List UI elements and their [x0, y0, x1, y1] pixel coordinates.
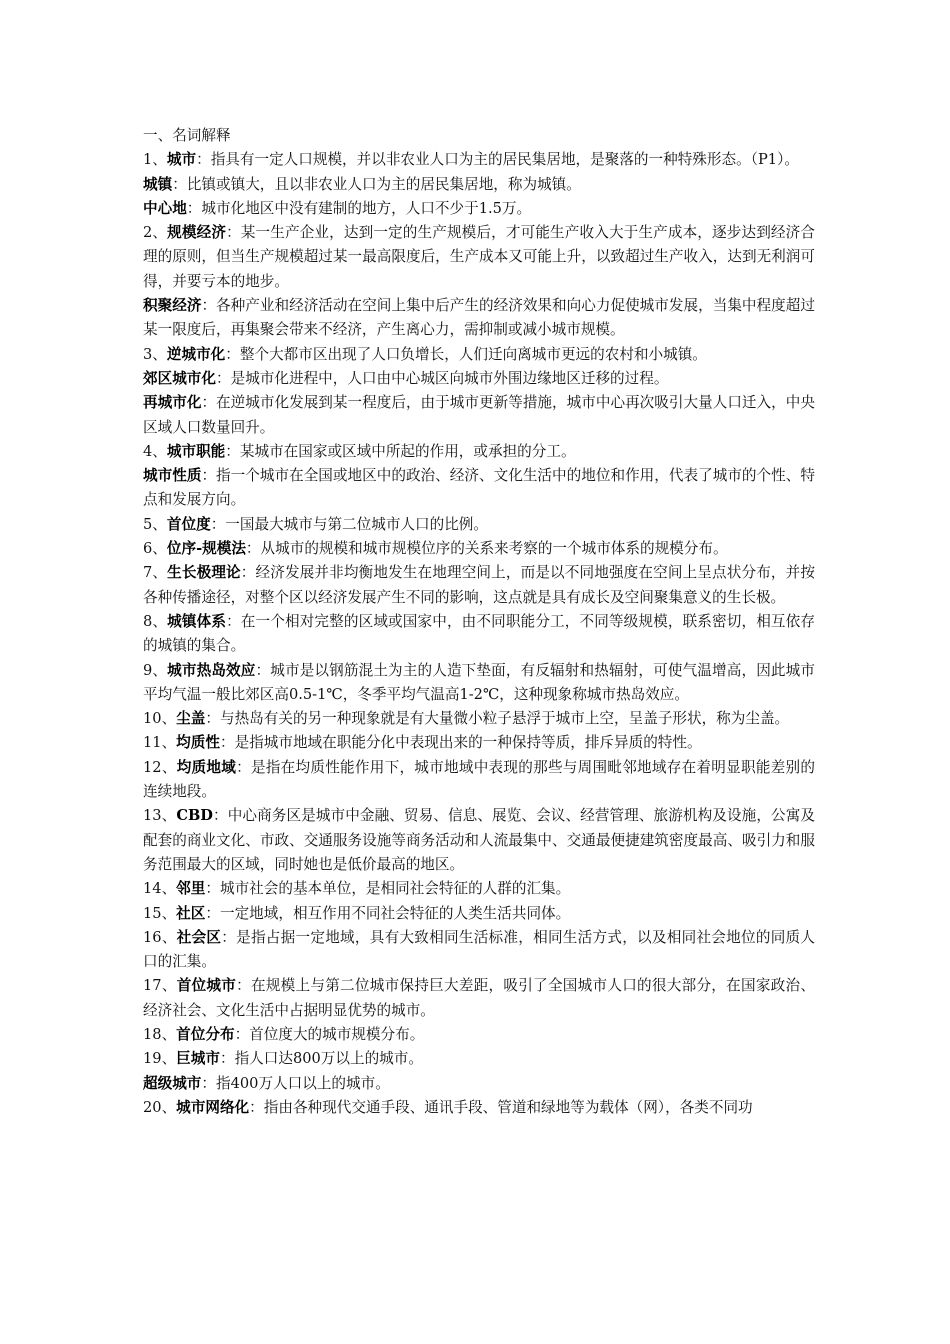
- definition-entry: [143, 1096, 815, 1120]
- entry-number: 6、: [143, 540, 167, 558]
- document-page: [143, 124, 815, 1120]
- entry-definition: 中心商务区是城市中金融、贸易、信息、展览、会议、经营管理、旅游机构及设施，公寓及配套的商业文化、市政、交通服务设施等商务活动和人流最集中、交通最便捷建筑密度最高、吸引力和服务范围最大的区域，同时她也是低价最高的地区。: [143, 807, 815, 873]
- entry-definition: 城市是以钢筋混土为主的人造下垫面，有反辐射和热辐射，可使气温增高，因此城市平均气温一般比郊区高0.5-1℃，冬季平均气温高1-2℃，这种现象称城市热岛效应。: [143, 661, 815, 703]
- entry-number: 20、: [143, 1098, 177, 1116]
- definition-entry: [143, 513, 815, 537]
- entry-separator: ：: [215, 369, 231, 387]
- entry-number: 4、: [143, 442, 167, 460]
- entry-separator: ：: [172, 175, 187, 193]
- entry-term: 中心地: [143, 199, 187, 217]
- entry-separator: ：: [219, 734, 235, 752]
- entry-term: 再城市化: [143, 394, 202, 412]
- definition-entry: [143, 561, 815, 610]
- entry-term: 郊区城市化: [143, 369, 216, 387]
- entry-definition: 指一个城市在全国或地区中的政治、经济、文化生活中的地位和作用，代表了城市的个性、特点和发展方向。: [143, 467, 815, 509]
- definition-entry: [143, 731, 815, 755]
- entry-definition: 城市化地区中没有建制的地方，人口不少于1.5万。: [201, 199, 532, 217]
- entry-term: 城市: [166, 151, 197, 169]
- entry-separator: ：: [245, 540, 261, 558]
- entry-separator: ：: [205, 880, 220, 898]
- entry-number: 12、: [143, 758, 177, 776]
- entry-definition: 是指城市地域在职能分化中表现出来的一种保持等质，排斥异质的特性。: [234, 734, 702, 752]
- entry-number: 11、: [143, 734, 177, 752]
- entries-list: [143, 148, 815, 1120]
- definition-entry: [143, 877, 815, 901]
- entry-term: 生长极理论: [167, 564, 241, 582]
- entry-definition: 指由各种现代交通手段、通讯手段、管道和绿地等为载体（网），各类不同功: [263, 1098, 753, 1116]
- entry-separator: ：: [201, 297, 217, 315]
- entry-definition: 指具有一定人口规模，并以非农业人口为主的居民集居地，是聚落的一种特殊形态。（P1）。: [210, 151, 799, 169]
- entry-term: CBD: [176, 807, 213, 825]
- entry-term: 均质地域: [176, 758, 237, 776]
- definition-entry: [143, 343, 815, 367]
- entry-number: 10、: [143, 710, 177, 728]
- entry-definition: 一国最大城市与第二位城市人口的比例。: [225, 515, 488, 533]
- definition-entry: [143, 659, 815, 708]
- entry-number: 16、: [143, 928, 177, 946]
- entry-separator: ：: [196, 151, 211, 169]
- entry-separator: ：: [212, 807, 228, 825]
- definition-entry: [143, 974, 815, 1023]
- definition-entry: [143, 707, 815, 731]
- definition-entry: [143, 464, 815, 513]
- entry-number: 19、: [143, 1050, 177, 1068]
- entry-term: 城市职能: [166, 442, 226, 460]
- definition-entry: [143, 804, 815, 877]
- entry-separator: ：: [201, 1074, 216, 1092]
- entry-definition: 在一个相对完整的区域或国家中，由不同职能分工，不同等级规模，联系密切，相互依存的城镇的集合。: [143, 612, 815, 655]
- definition-entry: [143, 221, 815, 294]
- entry-definition: 城市社会的基本单位，是相同社会特征的人群的汇集。: [219, 880, 571, 898]
- entry-separator: ：: [221, 928, 237, 946]
- entry-separator: ：: [201, 394, 217, 412]
- entry-separator: ：: [236, 758, 251, 776]
- definition-entry: [143, 610, 815, 659]
- definition-entry: [143, 391, 815, 440]
- definition-entry: [143, 756, 815, 805]
- definition-entry: [143, 173, 815, 197]
- entry-separator: ：: [201, 467, 217, 485]
- definition-entry: [143, 367, 815, 391]
- entry-separator: ：: [205, 710, 220, 728]
- entry-number: 8、: [143, 612, 168, 630]
- entry-number: 2、: [143, 224, 168, 242]
- entry-number: 5、: [143, 515, 167, 533]
- definition-entry: [143, 148, 815, 172]
- definition-entry: [143, 926, 815, 975]
- entry-term: 城市性质: [143, 467, 202, 485]
- entry-term: 城市热岛效应: [167, 661, 256, 679]
- entry-term: 位序-规模法: [166, 540, 246, 558]
- entry-term: 逆城市化: [166, 345, 226, 363]
- entry-term: 尘盖: [176, 710, 206, 728]
- entry-definition: 一定地域，相互作用不同社会特征的人类生活共同体。: [219, 904, 571, 922]
- entry-term: 首位分布: [176, 1025, 235, 1043]
- definition-entry: [143, 1023, 815, 1047]
- entry-definition: 首位度大的城市规模分布。: [249, 1025, 425, 1043]
- entry-separator: ：: [255, 661, 271, 679]
- entry-separator: ：: [219, 1050, 235, 1068]
- entry-definition: 整个大都市区出现了人口负增长，人们迁向离城市更远的农村和小城镇。: [239, 345, 707, 363]
- entry-definition: 在规模上与第二位城市保持巨大差距，吸引了全国城市人口的很大部分，在国家政治、经济社会、文化生活中占据明显优势的城市。: [143, 977, 815, 1019]
- entry-separator: ：: [225, 345, 240, 363]
- definition-entry: [143, 294, 815, 343]
- entry-definition: 某城市在国家或区域中所起的作用，或承担的分工。: [239, 442, 576, 460]
- entry-separator: ：: [225, 442, 240, 460]
- entry-separator: ：: [240, 564, 256, 582]
- entry-term: 城镇体系: [167, 612, 227, 630]
- entry-definition: 从城市的规模和城市规模位序的关系来考察的一个城市体系的规模分布。: [260, 540, 728, 558]
- entry-separator: ：: [226, 224, 241, 242]
- entry-term: 首位度: [166, 515, 211, 533]
- entry-number: 3、: [143, 345, 167, 363]
- entry-term: 超级城市: [143, 1074, 202, 1092]
- entry-number: 9、: [143, 661, 168, 679]
- entry-term: 社区: [176, 904, 206, 922]
- definition-entry: [143, 1047, 815, 1071]
- entry-definition: 指400万人口以上的城市。: [216, 1074, 390, 1092]
- entry-term: 城市网络化: [176, 1098, 250, 1116]
- entry-definition: 是指在均质性能作用下，城市地域中表现的那些与周围毗邻地域存在着明显职能差别的连续地段。: [143, 758, 815, 801]
- entry-number: 13、: [143, 807, 177, 825]
- definition-entry: [143, 537, 815, 561]
- entry-term: 首位城市: [176, 977, 237, 995]
- section-title: 一、名词解释: [143, 127, 231, 144]
- entry-number: 18、: [143, 1025, 177, 1043]
- entry-number: 15、: [143, 904, 177, 922]
- entry-definition: 指人口达800万以上的城市。: [234, 1050, 423, 1068]
- definition-entry: [143, 1072, 815, 1096]
- entry-definition: 是指占据一定地域，具有大致相同生活标准，相同生活方式，以及相同社会地位的同质人口的汇集。: [143, 928, 815, 971]
- entry-term: 城镇: [143, 175, 173, 193]
- entry-separator: ：: [205, 904, 220, 922]
- entry-definition: 在逆城市化发展到某一程度后，由于城市更新等措施，城市中心再次吸引大量人口迁入，中央区域人口数量回升。: [143, 394, 815, 436]
- entry-separator: ：: [236, 977, 251, 995]
- entry-number: 7、: [143, 564, 168, 582]
- entry-term: 巨城市: [176, 1050, 220, 1068]
- entry-definition: 与热岛有关的另一种现象就是有大量微小粒子悬浮于城市上空，呈盖子形状，称为尘盖。: [219, 710, 790, 728]
- entry-separator: ：: [210, 515, 226, 533]
- entry-separator: ：: [249, 1098, 264, 1116]
- entry-definition: 某一生产企业，达到一定的生产规模后，才可能生产收入大于生产成本，逐步达到经济合理的原则，但当生产规模超过某一最高限度后，生产成本又可能上升，以致超过生产收入，达到无利润可得，并要亏本的地步。: [143, 224, 815, 290]
- entry-term: 社会区: [176, 928, 222, 946]
- entry-definition: 经济发展并非均衡地发生在地理空间上，而是以不同地强度在空间上呈点状分布，并按各种传播途径，对整个区以经济发展产生不同的影响，这点就是具有成长及空间聚集意义的生长极。: [143, 564, 815, 606]
- entry-separator: ：: [226, 612, 241, 630]
- entry-definition: 比镇或镇大，且以非农业人口为主的居民集居地，称为城镇。: [186, 175, 581, 193]
- entry-number: 17、: [143, 977, 177, 995]
- entry-separator: ：: [234, 1025, 250, 1043]
- entry-term: 均质性: [176, 734, 220, 752]
- entry-number: 1、: [143, 151, 167, 169]
- entry-term: 积聚经济: [143, 297, 202, 315]
- entry-separator: ：: [186, 199, 202, 217]
- entry-definition: 各种产业和经济活动在空间上集中后产生的经济效果和向心力促使城市发展，当集中程度超过某一限度后，再集聚会带来不经济，产生离心力，需抑制或减小城市规模。: [143, 297, 815, 339]
- definition-entry: [143, 902, 815, 926]
- entry-definition: 是城市化进程中，人口由中心城区向城市外围边缘地区迁移的过程。: [230, 369, 669, 387]
- definition-entry: [143, 197, 815, 221]
- entry-number: 14、: [143, 880, 177, 898]
- entry-term: 规模经济: [167, 224, 227, 242]
- entry-term: 邻里: [176, 880, 206, 898]
- definition-entry: [143, 440, 815, 464]
